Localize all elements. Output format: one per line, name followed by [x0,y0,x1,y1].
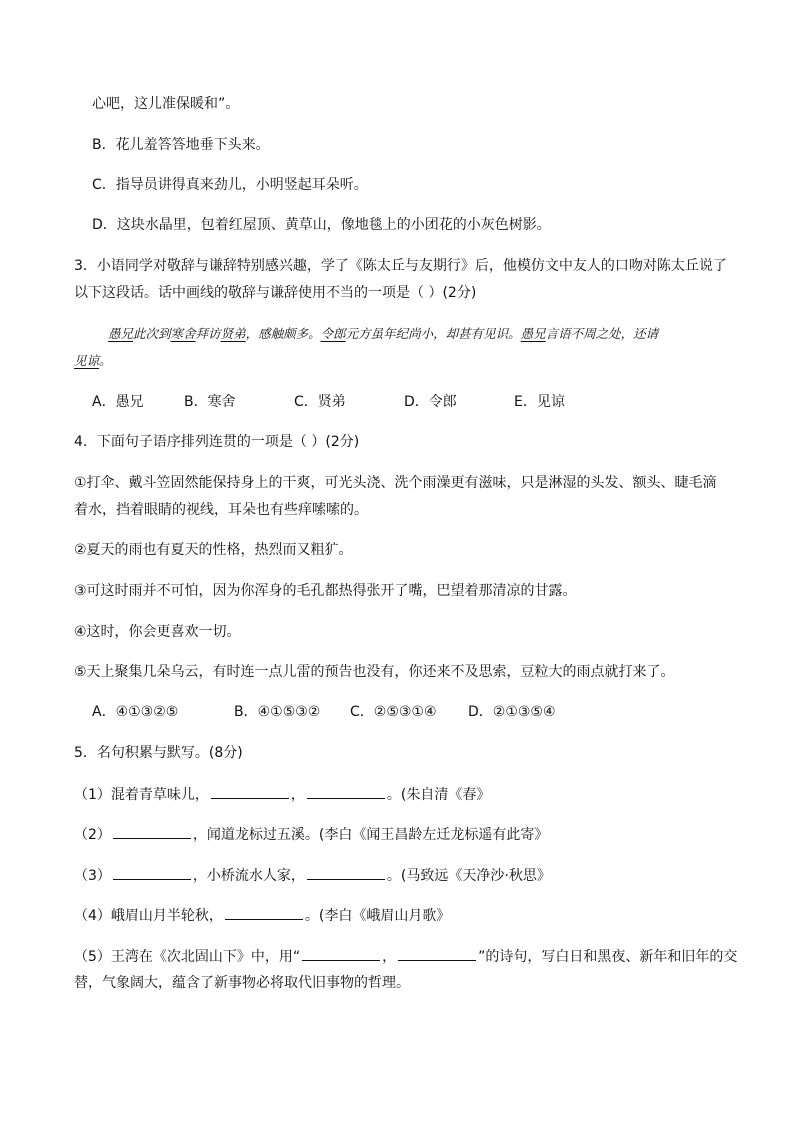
q5-item-text: ，小桥流水人家， [192,868,305,884]
question-3-stem-line2: 以下这段话。话中画线的敬辞与谦辞使用不当的一项是（ ）(2分) [74,285,477,301]
q3-option-e: E．见谅 [514,394,565,410]
q3-option-a: A．愚兄 [92,394,144,410]
answer-blank[interactable] [307,784,385,799]
option-c: C．指导员讲得真来劲儿，小明竖起耳朵听。 [92,177,368,193]
passage-word: 寒舍 [170,326,196,341]
q4-option-b: B．④①⑤③② [234,704,321,720]
question-3-stem-line1: 3．小语同学对敬辞与谦辞特别感兴趣，学了《陈太丘与友期行》后，他模仿文中友人的口吻对陈太丘说了 [74,258,727,274]
q5-item-1 [74,784,490,805]
sentence-3: ③可这时雨并不可怕，因为你浑身的毛孔都热得张开了嘴，巴望着那清凉的甘露。 [74,583,577,599]
q4-option-d: D．②①③⑤④ [468,704,556,720]
q5-item-text: 。(马致远《天净沙·秋思》 [386,868,551,884]
sentence-2: ②夏天的雨也有夏天的性格，热烈而又粗犷。 [74,542,353,558]
q5-item-4 [74,905,450,926]
question-4-stem: 4．下面句子语序排列连贯的一项是（ ）(2分) [74,434,360,450]
q5-item-text: ”的诗句，写白日和黑夜、新年和旧年的交 [478,949,738,965]
q5-item-text: （4）峨眉山月半轮秋， [74,908,223,924]
answer-blank[interactable] [302,946,380,961]
q5-item-text: （5）王湾在《次北固山下》中，用“ [74,949,301,965]
answer-blank[interactable] [211,784,289,799]
passage-word: 愚兄 [520,326,546,341]
q5-item-2 [74,824,548,845]
q5-item-text: （2） [74,827,111,843]
passage-text: 元方虽年纪尚小，却甚有见识。 [345,326,521,341]
q5-item-text: ， [382,949,397,965]
sentence-5: ⑤天上聚集几朵乌云，有时连一点儿雷的预告也没有，你还来不及思索，豆粒大的雨点就打来了。 [74,664,675,680]
q3-option-d: D．令郎 [404,394,457,410]
q5-item-5-line1 [74,946,737,967]
q5-item-text: ，闻道龙标过五溪。(李白《闻王昌龄左迁龙标遥有此寄》 [192,827,549,843]
passage-word: 见谅 [74,353,100,368]
answer-blank[interactable] [307,865,385,880]
passage-text: 。 [99,353,112,368]
question-4-options [92,702,556,722]
q5-item-text: （1）混着青草味儿， [74,787,209,803]
option-b: B．花儿羞答答地垂下头来。 [92,137,270,153]
question-5-stem: 5．名句积累与默写。(8分) [74,745,243,761]
q5-item-3 [74,865,551,886]
q5-item-text: 。(朱自清《春》 [386,787,491,803]
q3-option-b: B．寒舍 [184,394,236,410]
q5-item-5-line2: 替，气象阔大，蕴含了新事物必将取代旧事物的哲理。 [74,975,410,991]
passage-text: ，感触颇多。 [245,326,321,341]
answer-blank[interactable] [113,824,191,839]
passage-word: 贤弟 [220,326,246,341]
passage-text: 拜访 [195,326,221,341]
passage-word: 愚兄 [108,326,134,341]
passage-line1 [108,324,658,344]
sentence-1-line2: 着水，挡着眼睛的视线，耳朵也有些痒嗦嗦的。 [74,502,368,518]
sentence-1-line1: ①打伞、戴斗笠固然能保持身上的干爽，可光头浇、洗个雨澡更有滋味，只是淋湿的头发、额头、睫毛滴 [74,475,717,491]
answer-blank[interactable] [113,865,191,880]
q4-option-c: C．②⑤③①④ [350,704,437,720]
passage-text: 此次到 [133,326,171,341]
option-d: D．这块水晶里，包着红屋顶、黄草山，像地毯上的小团花的小灰色树影。 [92,217,551,233]
q4-option-a: A．④①③②⑤ [92,704,179,720]
answer-blank[interactable] [225,905,303,920]
q5-item-text: ， [290,787,305,803]
sentence-4: ④这时，你会更喜欢一切。 [74,624,241,640]
q5-item-text: （3） [74,868,111,884]
answer-blank[interactable] [398,946,476,961]
question-3-options [92,392,565,412]
q5-item-text: 。(李白《峨眉山月歌》 [304,908,451,924]
passage-text: 言语不周之处，还请 [545,326,659,341]
passage-line2 [74,351,112,371]
option-a-continuation: 心吧，这儿准保暖和”。 [92,96,240,112]
q3-option-c: C．贤弟 [294,394,346,410]
passage-word: 令郎 [320,326,346,341]
